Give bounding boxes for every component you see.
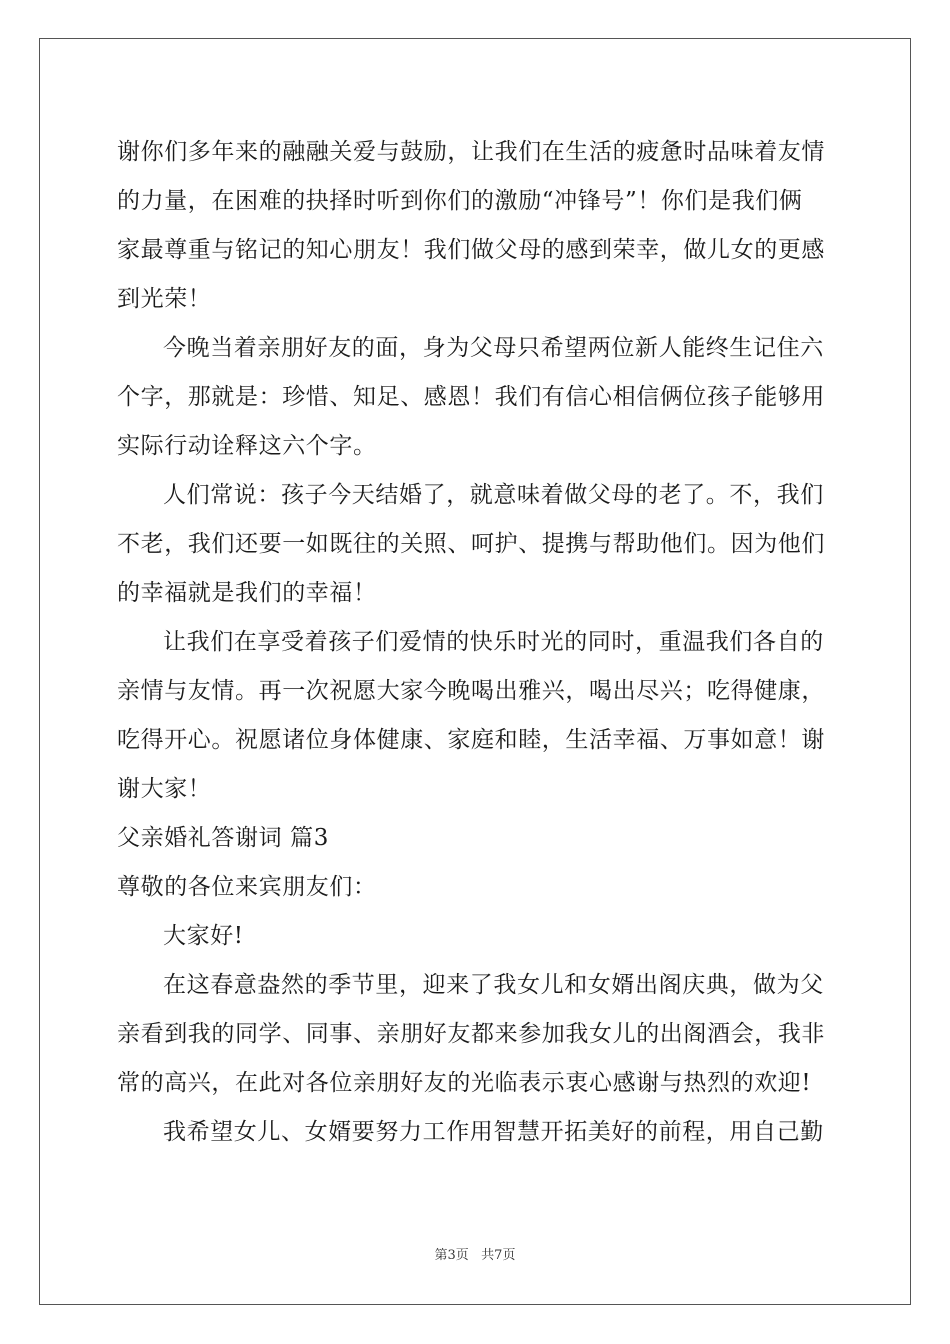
paragraph-line: 亲看到我的同学、同事、亲朋好友都来参加我女儿的出阁酒会，我非 xyxy=(117,1021,825,1047)
paragraph-line: 的力量，在困难的抉择时听到你们的激励“冲锋号”！你们是我们俩 xyxy=(117,188,803,214)
paragraph-line: 的幸福就是我们的幸福！ xyxy=(117,580,377,606)
paragraph-line: 家最尊重与铭记的知心朋友！我们做父母的感到荣幸，做儿女的更感 xyxy=(117,237,825,263)
paragraph-line: 让我们在享受着孩子们爱情的快乐时光的同时，重温我们各自的 xyxy=(163,629,824,655)
paragraph-line: 在这春意盎然的季节里，迎来了我女儿和女婿出阁庆典，做为父 xyxy=(163,972,824,998)
paragraph-line: 亲情与友情。再一次祝愿大家今晚喝出雅兴，喝出尽兴；吃得健康， xyxy=(117,678,825,704)
paragraph-line: 谢你们多年来的融融关爱与鼓励，让我们在生活的疲惫时品味着友情 xyxy=(117,139,825,165)
document-body xyxy=(117,128,837,1157)
paragraph-line: 到光荣！ xyxy=(117,286,212,312)
paragraph-line: 今晚当着亲朋好友的面，身为父母只希望两位新人能终生记住六 xyxy=(163,335,824,361)
paragraph-line: 我希望女儿、女婿要努力工作用智慧开拓美好的前程，用自己勤 xyxy=(163,1119,824,1145)
salutation-line: 尊敬的各位来宾朋友们： xyxy=(117,874,377,900)
paragraph-line: 实际行动诠释这六个字。 xyxy=(117,433,377,459)
paragraph-line: 吃得开心。祝愿诸位身体健康、家庭和睦，生活幸福、万事如意！谢 xyxy=(117,727,825,753)
paragraph-line: 人们常说：孩子今天结婚了，就意味着做父母的老了。不，我们 xyxy=(163,482,824,508)
greeting-line: 大家好! xyxy=(163,923,244,949)
paragraph-line: 不老，我们还要一如既往的关照、呵护、提携与帮助他们。因为他们 xyxy=(117,531,825,557)
page-number-footer: 第3页 共7页 xyxy=(434,1248,516,1263)
paragraph-line: 个字，那就是：珍惜、知足、感恩！我们有信心相信俩位孩子能够用 xyxy=(117,384,825,410)
paragraph-line: 谢大家！ xyxy=(117,776,212,802)
paragraph-line: 常的高兴，在此对各位亲朋好友的光临表示衷心感谢与热烈的欢迎! xyxy=(117,1070,812,1096)
section-heading: 父亲婚礼答谢词 篇3 xyxy=(117,825,329,851)
